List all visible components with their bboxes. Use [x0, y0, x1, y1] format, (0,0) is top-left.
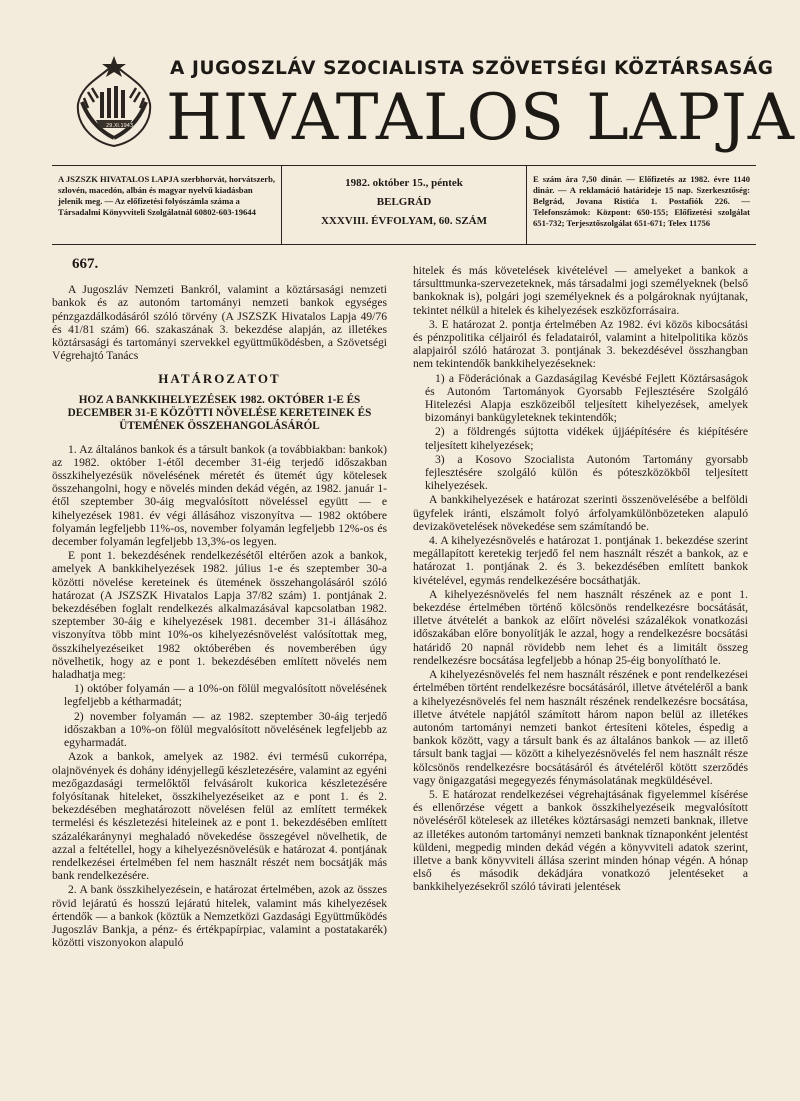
right-column [413, 264, 748, 895]
left-column [52, 258, 387, 950]
decision-heading: HATÁROZATOT [158, 371, 281, 387]
list-item: 1) a Föderációnak a Gazdaságilag Kevésbé Fejlett Köztársaságok és Autonóm Tartományok Gyorsabb Fejlesztésére Szolgáló Hitelezési Alapja eszközeiből teljesített kihelyezések, amelyek bizományi bankügyleteknek tekintendők; [425, 371, 748, 425]
preamble: A Jugoszláv Nemzeti Bankról, valamint a köztársasági nemzeti bankok és az autonóm tartományi nemzeti bankok egységes pénzgazdálkodásáról szóló törvény (A JSZSZK Hivatalos Lapja 49/76 és 41/81 szám) 66. szakaszának 3. bekezdése alapján, az illetékes köztársasági és tartományi szervekkel együttműködésben, a Szövetségi Végrehajtó Tanács [52, 283, 387, 363]
paragraph: A kihelyezésnövelés fel nem használt részének az e pont 1. bekezdése értelmében történő kölcsönös rendelkezésre bocsátását, illetve átvételét a bankok az előírt növelési százalékok vonatkozási időszakában előre bonyolítják le azzal, hogy a rendelkezésre bocsátási határidő 20 napnál rövidebb nem lehet és a limitált összeg rendelkezésre bocsátása legfeljebb a hónap 25-éig bonyolítható le. [413, 587, 748, 667]
paragraph: A bankkihelyezések e határozat szerinti összenövelésébe a belföldi ügyfelek iránti, elszámolt folyó árfolyamkülönbözeteken alapuló devizakövetelések növekedése sem számítandó be. [413, 493, 748, 533]
page-title: HIVATALOS LAPJA [166, 81, 795, 155]
edition-info: A JSZSZK HIVATALOS LAPJA szerbhorvát, horvátszerb, szlovén, macedón, albán és magyar nyelvű kiadásban jelenik meg. — Az előfizetési folyószámla száma a Társadalmi Könyvviteli Szolgálatnál 60802-603-19644 [52, 166, 282, 244]
list-item: 3) a Kosovo Szocialista Autonóm Tartomány gyorsabb fejlesztésére szolgáló külön és póteszközökből teljesített kihelyezések. [425, 452, 748, 493]
list-item: 2) november folyamán — az 1982. szeptember 30-áig terjedő időszakban a 10%-on fölül megvalósított növelésének legfeljebb az egyharmadát. [64, 709, 387, 750]
emblem-date: 29.XI.1943 [106, 123, 134, 129]
paragraph: A kihelyezésnövelés fel nem használt részének e pont rendelkezései értelmében történt rendelkezésre bocsátásáról, illetve átvételéről a bank a kihelyezésnövelés fel nem használt részének rendelkezésre bocsátása, illetve átvétele napjától számított három napon belül az illetékes autonóm tartományi nemzeti bankot értesíteni köteles, éspedig a bankok között, vagy a társult bank és az általános bankok — az illető társult bank tagjai — között a kihelyezésnövelés fel nem használt része kölcsönös rendelkezésre bocsátásáról és átvételéről kötött szerződés vagy önigazgatási megegyezés fénymásolatának megküldésével. [413, 668, 748, 787]
paragraph: 2. A bank összkihelyezésein, e határozat értelmében, azok az összes rövid lejáratú és hosszú lejáratú hitelek, valamint más kihelyezések értendők — a bankok (köztük a Nemzetközi Gazdasági Együttműködés Jugoszláv Bankja, a pénz- és értékpapírpiac, valamint a postatakarék) közötti viszonyokon alapuló [52, 883, 387, 950]
republic-name: A JUGOSZLÁV SZOCIALISTA SZÖVETSÉGI KÖZTÁRSASÁG [170, 58, 774, 79]
paragraph: 3. E határozat 2. pontja értelmében Az 1982. évi közös kibocsátási és pénzpolitika céljairól és feladatairól, valamint a hitelpolitika közös alapjairól szóló határozat 3. pontjának 3. bekezdésével összhangban nem tekintendők bankkihelyezéseknek: [413, 317, 748, 371]
state-emblem-icon [70, 52, 158, 154]
price-contact-info: E szám ára 7,50 dinár. — Előfizetés az 1982. évre 1140 dinár. — A reklamáció határideje 15 nap. Szerkesztőség: Belgrád, Jovana Ristića 1. Postafiók 226. — Telefonszámok: Központ: 650-155; Előfizetési szolgálat 651-732; Terjesztőszolgálat 651-671; Telex 11756 [533, 174, 750, 228]
issue-date: 1982. október 15., péntek [345, 177, 463, 189]
paragraph: 5. E határozat rendelkezései végrehajtásának figyelemmel kísérése és ellenőrzése végett a bankok összkihelyezéseik megvalósított növeléséről kötelesek az illetékes köztársasági nemzeti banknak, illetve az illetékes autonóm tartományi nemzeti banknak tíznaponként jelentést küldeni, megpedig minden dekád végén a könyvviteli adatok szerint, illetve a bank könyvviteli állása szerint minden hónap végén. A hónap első és második dekádjára vonatkozó jelentéseket a bankkihelyezésekről szóló távirati jelentések [413, 787, 748, 894]
issue-info [282, 166, 527, 244]
paragraph: 4. A kihelyezésnövelés e határozat 1. pontjának 1. bekezdése szerint megállapított keretekig terjedő fel nem használt részét a bankok, az e határozat 1. pontjának 2. és 3. bekezdésében említett bankok kivételével, egymás rendelkezésére bocsáthatják. [413, 534, 748, 587]
paragraph: 1. Az általános bankok és a társult bankok (a továbbiakban: bankok) az 1982. október 1-étől december 31-éig terjedő időszakban összkihelyezésük növelésének méretét és ütemét úgy kötelesek összehangolni, hogy e növelés minden dekád végén, az 1982. január 1-étől szeptember 30-áig megvalósított növeléssel együtt — e kihelyezések 1981. év végi állásához viszonyítva — 1982 októbere folyamán legfeljebb 11%-os, november folyamán legfeljebb 12%-os és december folyamán legfeljebb 13,3%-os legyen. [52, 442, 387, 549]
paragraph: hitelek és más követelések kivételével — amelyeket a bankok a társulttmunka-szervezeteknek, más társadalmi jogi személyeknek (belső bankoknak is), polgári jogi személyeknek és a polgároknak nyújtanak, tekintet nélkül a hitelek és kihelyezések eszközforrásaira. [413, 264, 748, 317]
issue-city: BELGRÁD [376, 196, 432, 208]
list-item: 1) október folyamán — a 10%-on fölül megvalósított növelésének legfeljebb a kétharmadát; [64, 682, 387, 709]
list-item: 2) a földrengés sújtotta vidékek újjáépítésére és kiépítésére teljesített kihelyezések; [425, 425, 748, 452]
decision-subheading: HOZ A BANKKIHELYEZÉSEK 1982. OKTÓBER 1-E ÉS DECEMBER 31-E KÖZÖTTI NÖVELÉSE KERETEINEK ÉS ÜTEMÉNEK ÖSSZEHANGOLÁSÁRÓL [67, 393, 372, 432]
issue-volume: XXXVIII. ÉVFOLYAM, 60. SZÁM [320, 215, 488, 227]
paragraph: E pont 1. bekezdésének rendelkezésétől eltérően azok a bankok, amelyek A bankkihelyezések 1982. július 1-e és szeptember 30-a közötti növelése kereteinek és ütemének összehangolásáról szóló határozat (A JSZSZK Hivatalos Lapja 37/82 szám) 1. pontjának 2. bekezdésében foglalt rendelkezés alkalmazásával kapcsolatban 1982. szeptember 30-áig e kihelyezések 1981. december 31-i állásához viszonyítva több mint 10%-os kihelyezésnövelést valósítottak meg, összkihelyezéseiket 1982 októberében és novemberében úgy növelhetik, hogy az e pont 1. bekezdésében említett növelés nem haladhatja meg: [52, 549, 387, 682]
info-bar [52, 165, 756, 245]
paragraph: Azok a bankok, amelyek az 1982. évi termésű cukorrépa, olajnövények és dohány idényjellegű készletezésére, valamint az egyéni mezőgazdasági termelőktől felvásárolt kukorica készletezésére folyósítanak hiteleket, összkihelyezéseiket az e pont 1. és 2. bekezdésében meghatározott növelésen felül az említett termékek termelési és készletezési hiteleinek az e pont 1. bekezdésében említett százalékaránynyi meghaladó növekedése összegével növelhetik, de azzal a feltétellel, hogy a kihelyezésnövelésük e határozat 4. pontjának rendelkezései értelmében fel nem használt részét nem bocsátják más bank rendelkezésére. [52, 750, 387, 883]
document-number: 667. [72, 256, 99, 272]
